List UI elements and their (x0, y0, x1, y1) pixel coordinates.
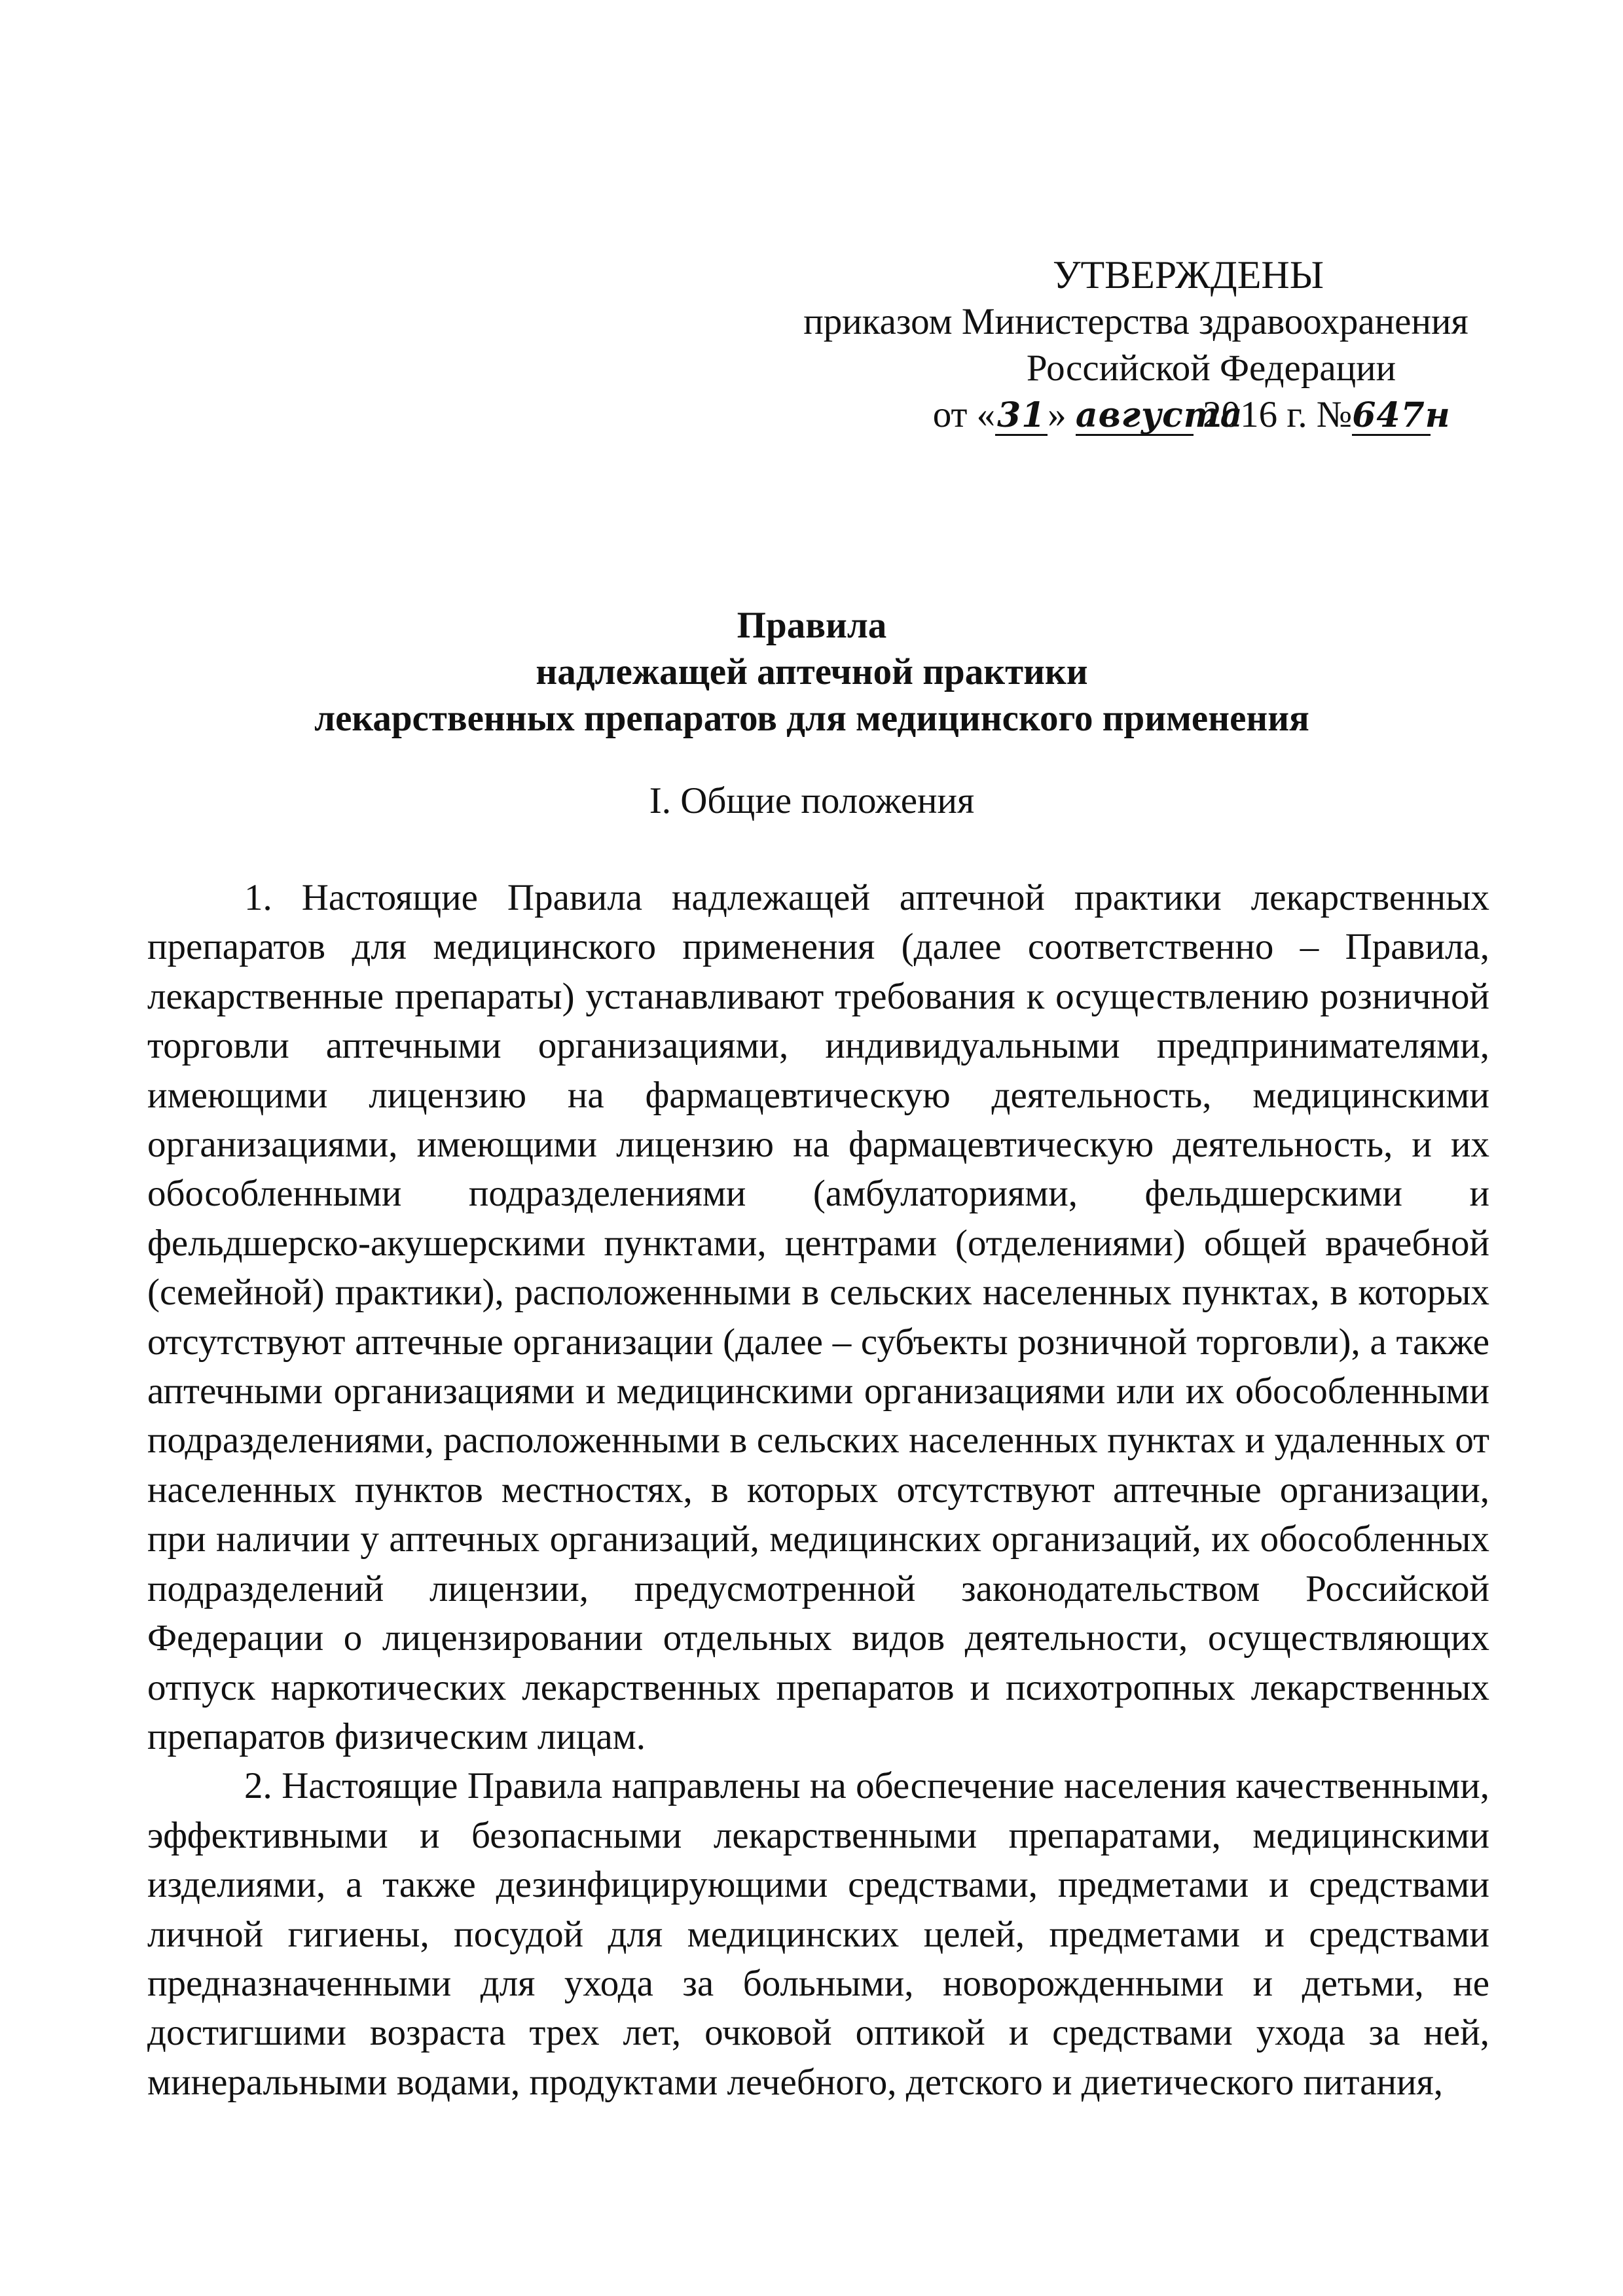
handwritten-month: августа (1075, 395, 1243, 435)
handwritten-day-field (995, 396, 1048, 436)
section-heading: I. Общие положения (649, 780, 975, 821)
document-body (147, 873, 1489, 2107)
paragraph-1: 1. Настоящие Правила надлежащей аптечной практики лекарственных препаратов для медицинского применения (далее соответственно – Правила, лекарственные препараты) устанавливают требования к осуществлению розничной торговли аптечными организациями, индивидуальными предпринимателями, имеющими лицензию на фармацевтическую деятельность, медицинскими организациями, имеющими лицензию на фармацевтическую деятельность, и их обособленными подразделениями (амбулаториями, фельдшерскими и фельдшерско-акушерскими пунктами, центрами (отделениями) общей врачебной (семейной) практики), расположенными в сельских населенных пунктах, в которых отсутствуют аптечные организации (далее – субъекты розничной торговли), а также аптечными организациями и медицинскими организациями или их обособленными подразделениями, расположенными в сельских населенных пунктах и удаленных от населенных пунктов местностях, в которых отсутствуют аптечные организации, при наличии у аптечных организаций, медицинских организаций, их обособленных подразделений лицензии, предусмотренной законодательством Российской Федерации о лицензировании отдельных видов деятельности, осуществляющих отпуск наркотических лекарственных препаратов и психотропных лекарственных препаратов физическим лицам. (147, 877, 1489, 1757)
approval-issuer: приказом Министерства здравоохранения (803, 301, 1468, 342)
document-title (147, 602, 1476, 742)
approval-stamp-block (779, 252, 1493, 438)
date-prefix: от « (932, 394, 996, 435)
approval-heading: УТВЕРЖДЕНЫ (1052, 253, 1324, 296)
title-line-1: Правила (737, 605, 887, 646)
handwritten-number: 647н (1352, 395, 1451, 435)
title-line-3: лекарственных препаратов для медицинского применения (314, 698, 1309, 739)
year-text: 2016 г. № (1203, 394, 1353, 435)
title-line-2: надлежащей аптечной практики (536, 651, 1088, 692)
handwritten-month-field (1075, 395, 1243, 436)
paragraph-2: 2. Настоящие Правила направлены на обеспечение населения качественными, эффективными и безопасными лекарственными препаратами, медицинскими изделиями, а также дезинфицирующими средствами, предметами и средствами личной гигиены, посудой для медицинских целей, предметами и средствами предназначенными для ухода за больными, новорожденными и детьми, не достигшими возраста трех лет, очковой оптикой и средствами ухода за ней, минеральными водами, продуктами лечебного, детского и диетического питания, (147, 1765, 1489, 2103)
handwritten-number-field (1352, 395, 1451, 436)
approval-country: Российской Федерации (1026, 348, 1396, 389)
approval-date-line (871, 391, 1493, 438)
handwritten-day: 31 (996, 395, 1046, 435)
quote-close: » (1048, 394, 1067, 435)
